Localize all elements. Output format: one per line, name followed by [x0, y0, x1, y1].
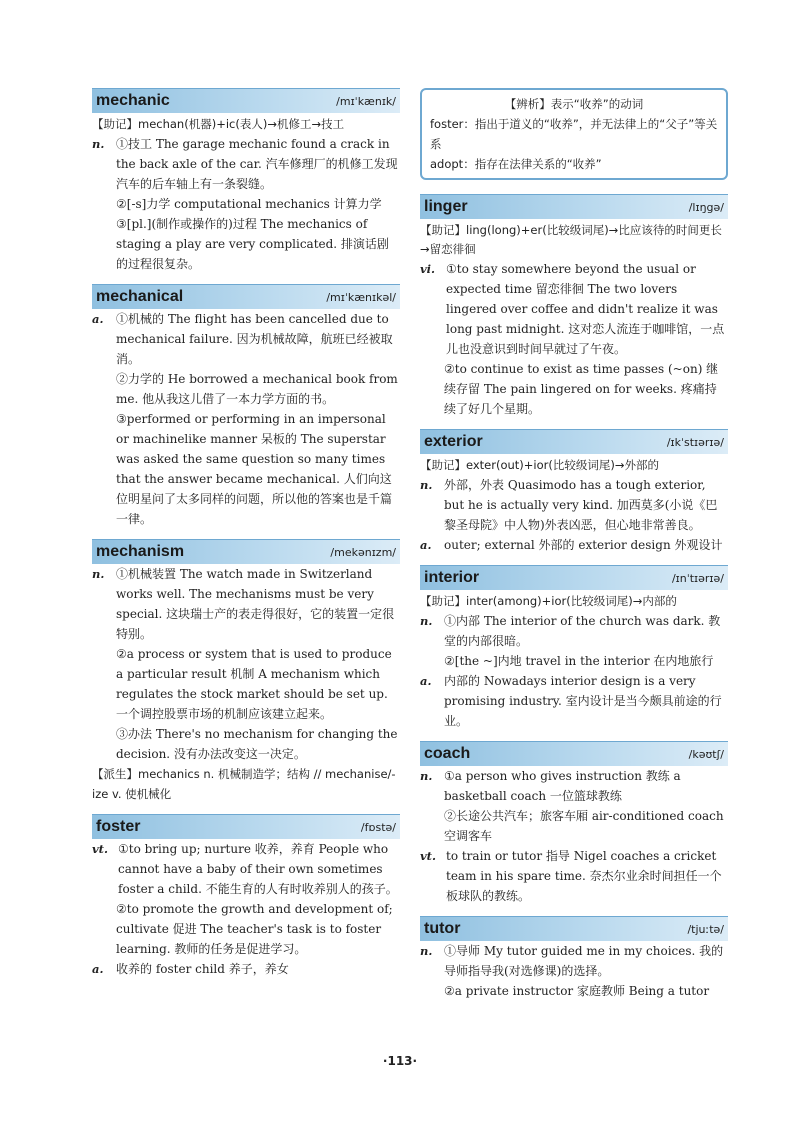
- part-of-speech: n.: [420, 614, 433, 628]
- part-of-speech: n.: [420, 944, 433, 958]
- sense: [92, 309, 400, 369]
- entry-header: [420, 565, 728, 590]
- sense-text: ②[the ~]内地 travel in the interior 在内地旅行: [444, 654, 714, 668]
- entry-tutor: [420, 916, 728, 1001]
- part-of-speech: a.: [92, 962, 104, 976]
- mnemonic: 【助记】ling(long)+er(比较级词尾)→比应该待的时间更长→留恋徘徊: [420, 223, 722, 256]
- part-of-speech: n.: [92, 137, 105, 151]
- derivatives: 【派生】mechanics n. 机械制造学；结构 // mechanise/-ize v. 使机械化: [92, 767, 396, 801]
- sense-text: ①机械装置 The watch made in Switzerland works well. The mechanisms must be very special. 这块瑞士产的表走得很好，它的装置一定很特别。: [116, 567, 395, 641]
- headword: linger: [424, 198, 468, 215]
- headword: mechanic: [96, 92, 170, 109]
- sense-text: ②力学的 He borrowed a mechanical book from me. 他从我这儿借了一本力学方面的书。: [116, 372, 398, 406]
- sense-text: ③办法 There's no mechanism for changing the decision. 没有办法改变这一决定。: [116, 727, 398, 761]
- sense: [92, 564, 400, 644]
- headword: exterior: [424, 433, 483, 450]
- sense: [92, 839, 400, 899]
- part-of-speech: a.: [92, 312, 104, 326]
- pronunciation: /mɪˈkænɪk/: [336, 94, 396, 108]
- sense: [420, 259, 728, 359]
- entry-header: [420, 741, 728, 766]
- entry-mechanism: [92, 539, 400, 804]
- sense: [420, 535, 728, 555]
- part-of-speech: vt.: [92, 842, 108, 856]
- sense: [92, 134, 400, 194]
- entry-linger: [420, 194, 728, 419]
- right-column: [420, 88, 728, 1011]
- sense-text: ②to continue to exist as time passes (~on) 继续存留 The pain lingered on for weeks. 疼痛持续了好几个星期。: [444, 362, 719, 416]
- sense-text: ②a private instructor 家庭教师 Being a tutor: [444, 984, 710, 998]
- sense-text: ②to promote the growth and development of; cultivate 促进 The teacher's task is to foster learning. 教师的任务是促进学习。: [116, 902, 393, 956]
- mnemonic: 【助记】exter(out)+ior(比较级词尾)→外部的: [420, 458, 659, 472]
- entry-header: [92, 88, 400, 113]
- pronunciation: /fɒstə/: [360, 820, 396, 834]
- sense-text: ①技工 The garage mechanic found a crack in the back axle of the car. 汽车修理厂的机修工发现汽车的后车轴上有一条裂缝。: [116, 137, 398, 191]
- entry-mechanic: [92, 88, 400, 274]
- sense-text: ②长途公共汽车；旅客车厢 air-conditioned coach 空调客车: [444, 809, 724, 843]
- pronunciation: /ɪkˈstɪərɪə/: [666, 435, 724, 449]
- entry-header: [420, 194, 728, 219]
- entry-foster: [92, 814, 400, 979]
- sense-text: ②a process or system that is used to produce a particular result 机制 A mechanism which regulates the stock market should be set up. 一个调控股票市场的机制应该建立起来。: [116, 647, 392, 721]
- entry-header: [420, 429, 728, 454]
- part-of-speech: a.: [420, 538, 432, 552]
- sense: [92, 959, 400, 979]
- analysis-line: foster：指出于道义的“收养”，并无法律上的“父子”等关系: [430, 117, 718, 151]
- entry-exterior: [420, 429, 728, 555]
- pronunciation: /ɪnˈtɪərɪə/: [671, 571, 724, 585]
- pronunciation: /kəʊtʃ/: [688, 747, 724, 761]
- sense-text: ①to bring up; nurture 收养，养育 People who cannot have a baby of their own sometimes foster a child. 不能生育的人有时收养别人的孩子。: [118, 842, 398, 896]
- sense-text: ①导师 My tutor guided me in my choices. 我的导师指导我(对选修课)的选择。: [444, 944, 724, 978]
- entry-coach: [420, 741, 728, 906]
- part-of-speech: a.: [420, 674, 432, 688]
- analysis-line: adopt：指存在法律关系的“收养”: [430, 157, 602, 171]
- page-number: ·113·: [382, 1054, 418, 1068]
- part-of-speech: vt.: [420, 849, 436, 863]
- sense: [420, 475, 728, 535]
- headword: foster: [96, 818, 141, 835]
- sense-text: 外部，外表 Quasimodo has a tough exterior, but he is actually very kind. 加西莫多(小说《巴黎圣母院》中人物)外表凶恶，但心地非常善良。: [444, 478, 718, 532]
- sense-text: ①a person who gives instruction 教练 a basketball coach 一位篮球教练: [444, 769, 681, 803]
- sense-text: ③performed or performing in an impersonal or machinelike manner 呆板的 The superstar was asked the same question so many times that the answer became mechanical. 人们向这位明星问了太多同样的问题，所以他的答案也是千篇一律。: [116, 412, 393, 526]
- part-of-speech: vi.: [420, 262, 436, 276]
- mnemonic: 【助记】inter(among)+ior(比较级词尾)→内部的: [420, 594, 677, 608]
- entry-header: [420, 916, 728, 941]
- pronunciation: /tjuːtə/: [687, 922, 724, 936]
- part-of-speech: n.: [420, 478, 433, 492]
- pronunciation: /mekənɪzm/: [330, 545, 396, 559]
- headword: interior: [424, 569, 480, 586]
- entry-header: [92, 814, 400, 839]
- sense: [420, 671, 728, 731]
- pronunciation: /mɪˈkænɪkəl/: [326, 290, 396, 304]
- sense: [420, 941, 728, 981]
- analysis-box: [420, 88, 728, 180]
- left-column: [92, 88, 400, 989]
- analysis-title: 【辨析】表示“收养”的动词: [504, 97, 644, 111]
- sense-text: 收养的 foster child 养子，养女: [116, 962, 289, 976]
- entry-interior: [420, 565, 728, 731]
- sense-text: ①内部 The interior of the church was dark. 教堂的内部很暗。: [444, 614, 721, 648]
- sense: [420, 846, 728, 906]
- sense-text: to train or tutor 指导 Nigel coaches a cricket team in his spare time. 奈杰尔业余时间担任一个板球队的教练。: [446, 849, 722, 903]
- part-of-speech: n.: [420, 769, 433, 783]
- sense-text: 内部的 Nowadays interior design is a very promising industry. 室内设计是当今颇具前途的行业。: [444, 674, 722, 728]
- mnemonic: 【助记】mechan(机器)+ic(表人)→机修工→技工: [92, 117, 345, 131]
- headword: mechanism: [96, 543, 185, 560]
- headword: coach: [424, 745, 471, 762]
- sense-text: ③[pl.](制作或操作的)过程 The mechanics of staging a play are very complicated. 排演话剧的过程很复杂。: [116, 217, 389, 271]
- sense: [420, 766, 728, 806]
- headword: mechanical: [96, 288, 184, 305]
- sense: [420, 611, 728, 651]
- sense-text: ①to stay somewhere beyond the usual or expected time 留恋徘徊 The two lovers lingered over coffee and didn't realize it was long past midnight. 这对恋人流连于咖啡馆，一点儿也没意识到时间早就过了午夜。: [446, 262, 725, 356]
- entry-header: [92, 539, 400, 564]
- sense-text: outer; external 外部的 exterior design 外观设计: [444, 538, 723, 552]
- entry-header: [92, 284, 400, 309]
- entry-mechanical: [92, 284, 400, 529]
- part-of-speech: n.: [92, 567, 105, 581]
- headword: tutor: [424, 920, 461, 937]
- sense-text: ①机械的 The flight has been cancelled due to mechanical failure. 因为机械故障，航班已经被取消。: [116, 312, 393, 366]
- pronunciation: /lɪŋgə/: [688, 200, 724, 214]
- sense-text: ②[-s]力学 computational mechanics 计算力学: [116, 197, 382, 211]
